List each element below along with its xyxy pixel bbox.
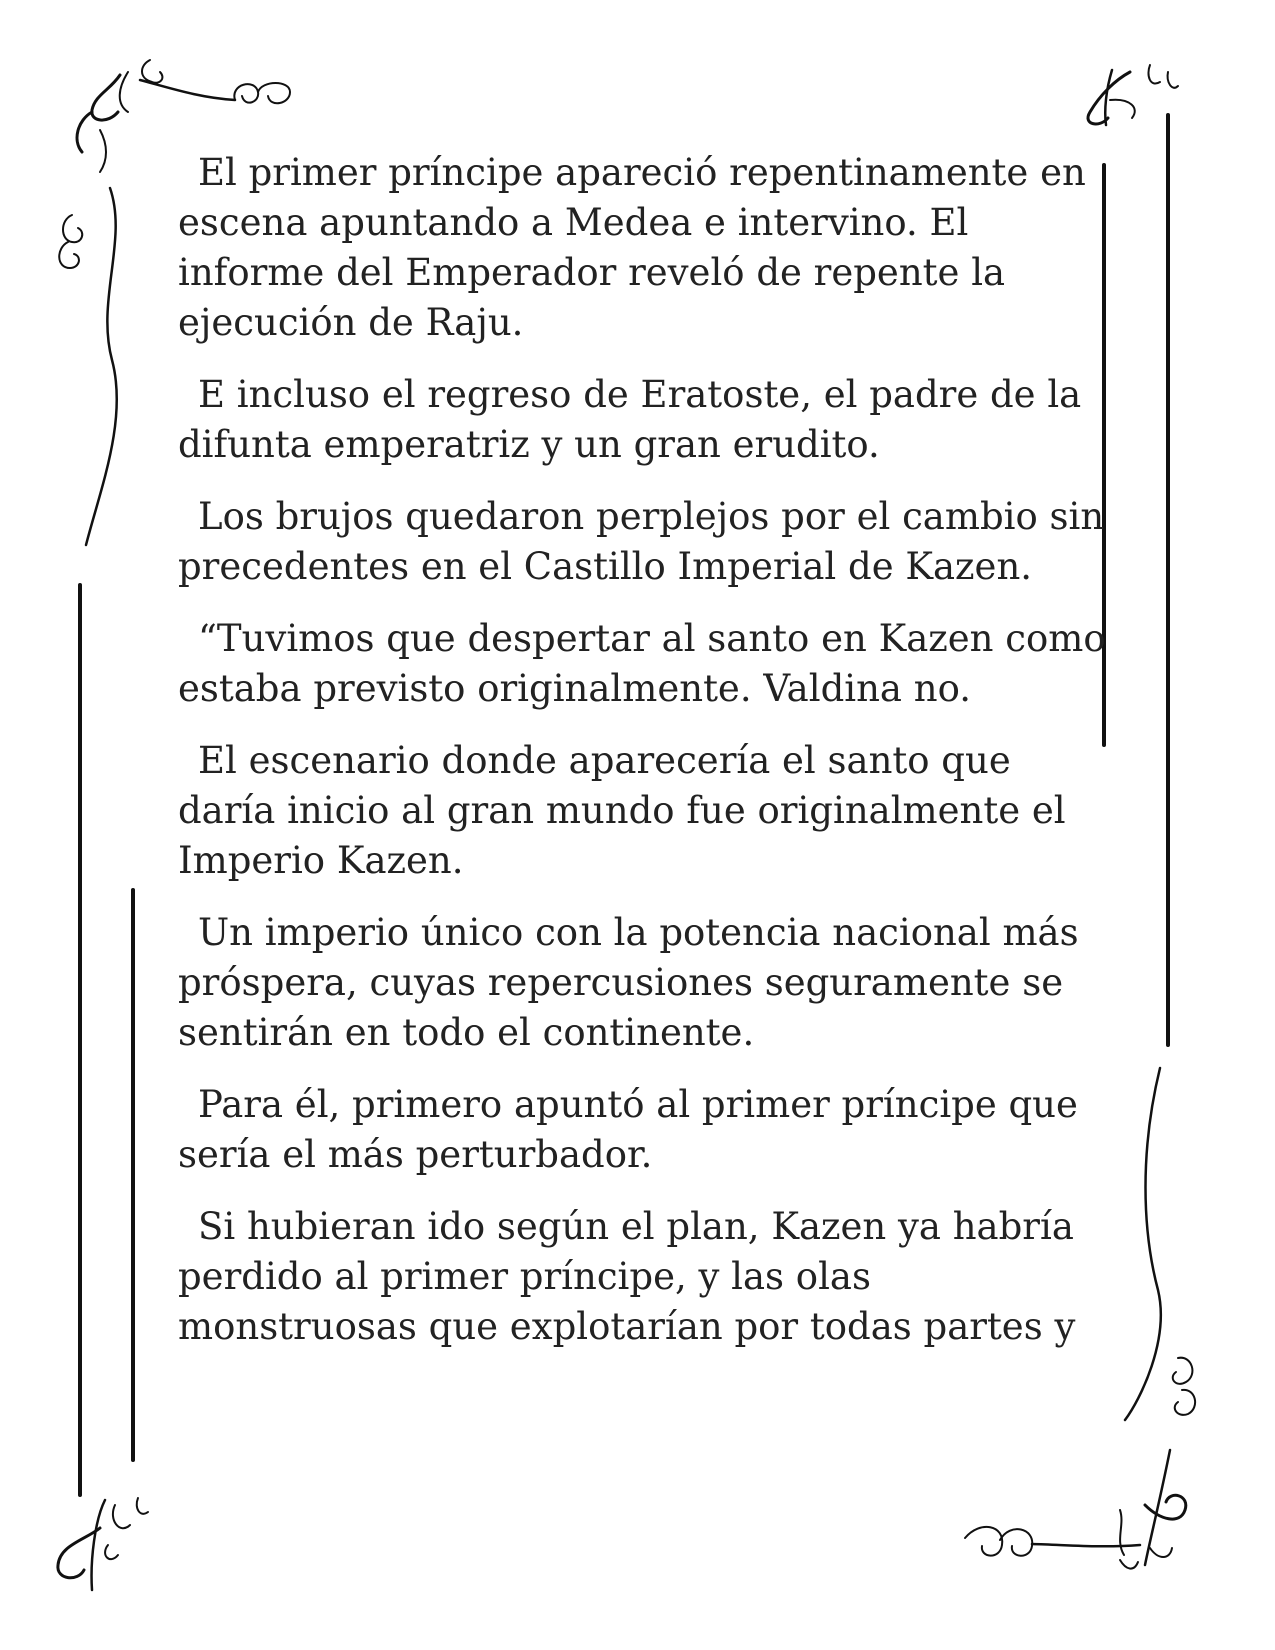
paragraph: Si hubieran ido según el plan, Kazen ya habría perdido al primer príncipe, y las olas monstruosas que explotarían por todas partes y <box>178 1205 1076 1348</box>
paragraph: “Tuvimos que despertar al santo en Kazen como estaba previsto originalmente. Valdina no. <box>178 617 1106 710</box>
paragraph: Un imperio único con la potencia nacional más próspera, cuyas repercusiones seguramente se sentirán en todo el continente. <box>178 911 1079 1054</box>
body-text <box>178 148 1108 1374</box>
paragraph: El escenario donde aparecería el santo que daría inicio al gran mundo fue originalmente el Imperio Kazen. <box>178 739 1066 882</box>
paragraph: E incluso el regreso de Eratoste, el padre de la difunta emperatriz y un gran erudito. <box>178 373 1082 466</box>
flourish-bottom-left <box>58 1498 148 1590</box>
paragraph: Los brujos quedaron perplejos por el cambio sin precedentes en el Castillo Imperial de Kazen. <box>178 495 1105 588</box>
paragraph: El primer príncipe apareció repentinamente en escena apuntando a Medea e intervino. El informe del Emperador reveló de repente la ejecución de Raju. <box>178 151 1086 344</box>
left-border-ornament <box>59 188 133 1495</box>
paragraph: Para él, primero apuntó al primer príncipe que sería el más perturbador. <box>178 1083 1078 1176</box>
right-border-ornament <box>1125 1068 1195 1565</box>
